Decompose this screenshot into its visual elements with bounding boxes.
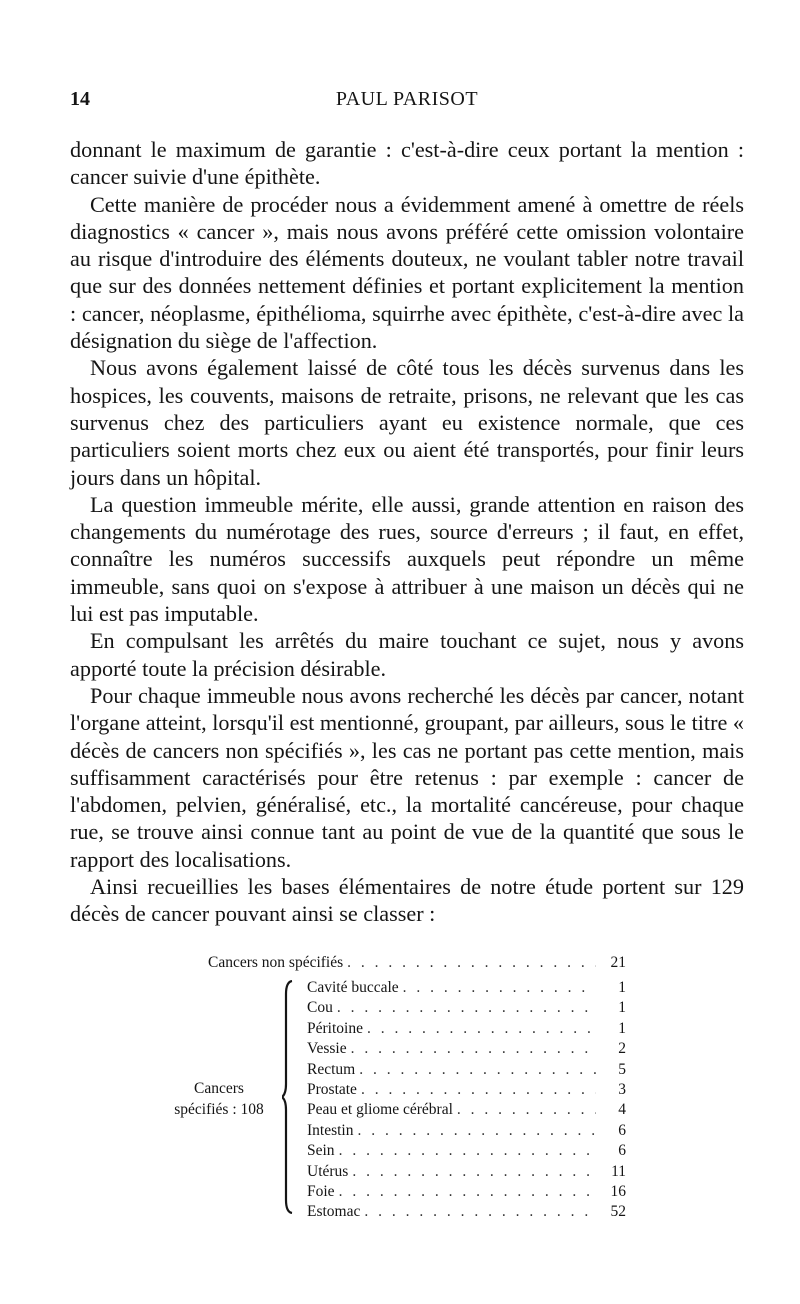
item-value: 6 (618, 1142, 626, 1160)
dot-leader (453, 1100, 596, 1120)
item-label: Cavité buccale (307, 979, 399, 996)
list-item (307, 1080, 626, 1100)
dot-leader (357, 1080, 596, 1100)
dot-leader (335, 1182, 596, 1202)
item-value: 52 (610, 1203, 626, 1221)
curly-brace-icon (282, 980, 294, 1214)
list-item (307, 1100, 626, 1120)
list-item (307, 1162, 626, 1182)
specified-cancer-list (307, 978, 626, 1223)
group-label-line: Cancers (194, 1080, 244, 1097)
running-head: PAUL PARISOT (335, 88, 479, 110)
item-label: Prostate (307, 1080, 357, 1098)
cancer-classification-table (0, 954, 800, 1224)
item-value: 1 (618, 979, 626, 996)
item-value: 1 (618, 1019, 626, 1037)
paragraph: En compulsant les arrêtés du maire touchant ce sujet, nous y avons apporté toute la précision désirable. (70, 628, 744, 681)
list-item (307, 1202, 626, 1222)
item-value: 1 (618, 999, 626, 1017)
list-item (307, 1141, 626, 1161)
dot-leader (363, 1019, 596, 1039)
list-item (307, 1039, 626, 1059)
item-value: 5 (618, 1060, 626, 1078)
item-label: Utérus (307, 1162, 349, 1180)
list-item (307, 1121, 626, 1141)
item-value: 11 (611, 1162, 626, 1180)
unspecified-row (208, 954, 626, 974)
item-label: Péritoine (307, 1019, 363, 1037)
row-value: 21 (610, 954, 626, 971)
list-item (307, 998, 626, 1018)
dot-leader (354, 1121, 597, 1141)
item-label: Intestin (307, 1121, 354, 1139)
paragraph: donnant le maximum de garantie : c'est-à-dire ceux portant la mention : cancer suivie d'une épithète. (70, 137, 744, 190)
paragraph: La question immeuble mérite, elle aussi, grande attention en raison des changements du numérotage des rues, source d'erreurs ; il faut, en effet, connaître les numéros successifs auxquels peut répondre un même immeuble, sans quoi on s'expose à attribuer à une maison un décès qui ne lui est pas imputable. (70, 491, 744, 627)
dot-leader (348, 1162, 596, 1182)
item-label: Cou (307, 999, 333, 1017)
item-value: 16 (610, 1182, 626, 1200)
specified-group-label (160, 1078, 278, 1120)
item-label: Estomac (307, 1203, 361, 1221)
paragraph: Ainsi recueillies les bases élémentaires de notre étude portent sur 129 décès de cancer pouvant ainsi se classer : (70, 874, 744, 927)
dot-leader (355, 1060, 596, 1080)
list-item (307, 1182, 626, 1202)
item-label: Peau et gliome cérébral (307, 1101, 453, 1119)
item-value: 2 (618, 1040, 626, 1058)
dot-leader (360, 1202, 596, 1222)
list-item (307, 1019, 626, 1039)
dot-leader (335, 1141, 596, 1161)
body-text (70, 136, 744, 928)
paragraph: Pour chaque immeuble nous avons recherché les décès par cancer, notant l'organe atteint, lorsqu'il est mentionné, groupant, par ailleurs, sous le titre « décès de cancers non spécifiés », les cas ne portant pas cette mention, mais suffisamment caractérisés pour être retenus : par exemple : cancer de l'abdomen, pelvien, généralisé, etc., la mortalité cancéreuse, pour chaque rue, se trouve ainsi connue tant au point de vue de la quantité que sous le rapport des localisations. (70, 682, 744, 872)
dot-leader (333, 998, 596, 1018)
item-label: Foie (307, 1182, 335, 1200)
item-label: Rectum (307, 1060, 356, 1078)
group-label-line: spécifiés : 108 (174, 1101, 264, 1118)
dot-leader (347, 1039, 596, 1059)
item-value: 3 (618, 1080, 626, 1098)
dot-leader (399, 978, 596, 998)
list-item (307, 1060, 626, 1080)
paragraph: Cette manière de procéder nous a évidemment amené à omettre de réels diagnostics « cancer », mais nous avons préféré cette omission volontaire au risque d'introduire des éléments douteux, ne voulant tabler notre travail que sur des données nettement définies et portant explicitement la mention : cancer, néoplasme, épithélioma, squirrhe avec épithète, c'est-à-dire avec la désignation du siège de l'affection. (70, 191, 744, 354)
page-number: 14 (70, 88, 90, 110)
list-item (307, 978, 626, 998)
row-label: Cancers non spécifiés (208, 954, 344, 971)
dot-leader (343, 954, 596, 974)
item-value: 4 (618, 1101, 626, 1119)
item-value: 6 (618, 1121, 626, 1139)
page-header (70, 88, 744, 116)
paragraph: Nous avons également laissé de côté tous les décès survenus dans les hospices, les couvents, maisons de retraite, prisons, ne relevant que les cas survenus chez des particuliers ayant eu existence normale, que ces particuliers soient morts chez eux ou aient été transportés, pour finir leurs jours dans un hôpital. (70, 355, 744, 490)
item-label: Sein (307, 1142, 335, 1160)
item-label: Vessie (307, 1040, 347, 1058)
